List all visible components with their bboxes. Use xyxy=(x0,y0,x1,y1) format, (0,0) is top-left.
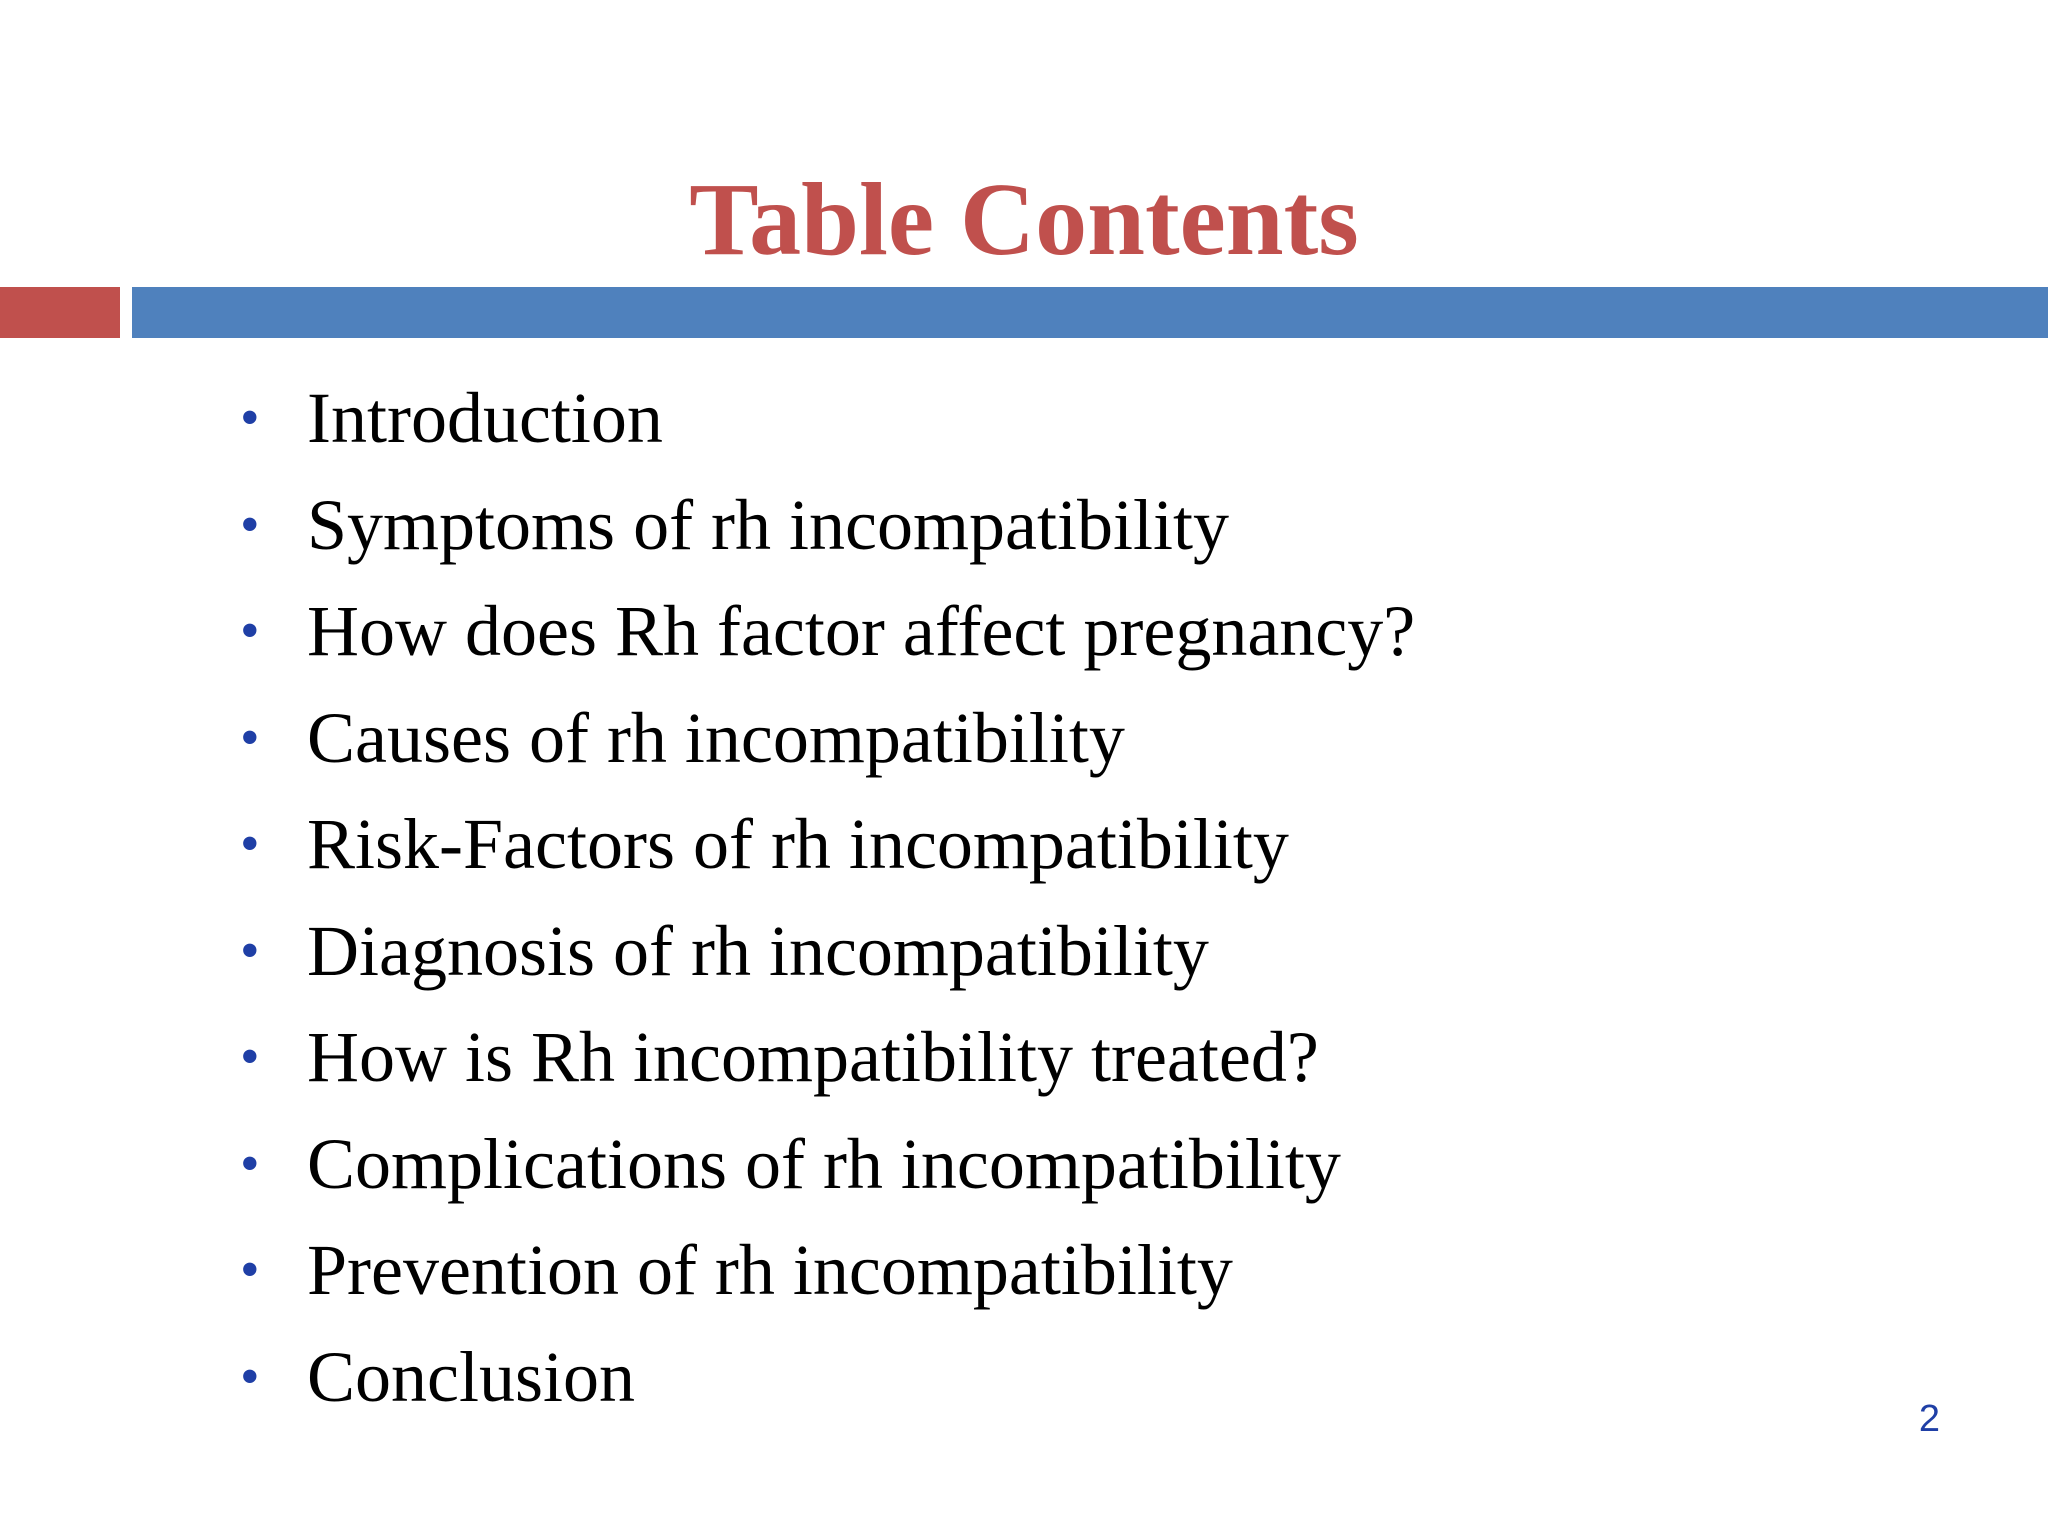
list-item-text: Prevention of rh incompatibility xyxy=(307,1230,1233,1310)
list-item-text: Risk-Factors of rh incompatibility xyxy=(307,804,1289,884)
title-accent-bar-red xyxy=(0,287,120,338)
bullet-icon: • xyxy=(240,493,260,556)
bullet-icon: • xyxy=(240,387,260,449)
bullet-icon: • xyxy=(240,919,260,982)
list-item-text: Symptoms of rh incompatibility xyxy=(307,484,1229,565)
list-item-text: Conclusion xyxy=(307,1336,636,1417)
list-item-text: Diagnosis of rh incompatibility xyxy=(307,910,1209,991)
bullet-icon: • xyxy=(240,706,260,769)
title-accent-bar-blue xyxy=(132,287,2048,338)
list-item-text: Causes of rh incompatibility xyxy=(307,697,1125,778)
bullet-icon: • xyxy=(240,1239,260,1301)
slide-title: Table Contents xyxy=(689,162,1359,277)
list-item-text: Complications of rh incompatibility xyxy=(307,1123,1341,1204)
list-item-text: How does Rh factor affect pregnancy? xyxy=(307,591,1416,671)
bullet-icon: • xyxy=(240,600,260,662)
page-number: 2 xyxy=(1918,1398,1940,1440)
bullet-icon: • xyxy=(240,813,260,875)
bullet-icon: • xyxy=(240,1345,260,1408)
list-item-text: How is Rh incompatibility treated? xyxy=(307,1017,1319,1097)
bullet-icon: • xyxy=(240,1026,260,1088)
list-item-text: Introduction xyxy=(307,378,663,458)
bullet-icon: • xyxy=(240,1132,260,1195)
